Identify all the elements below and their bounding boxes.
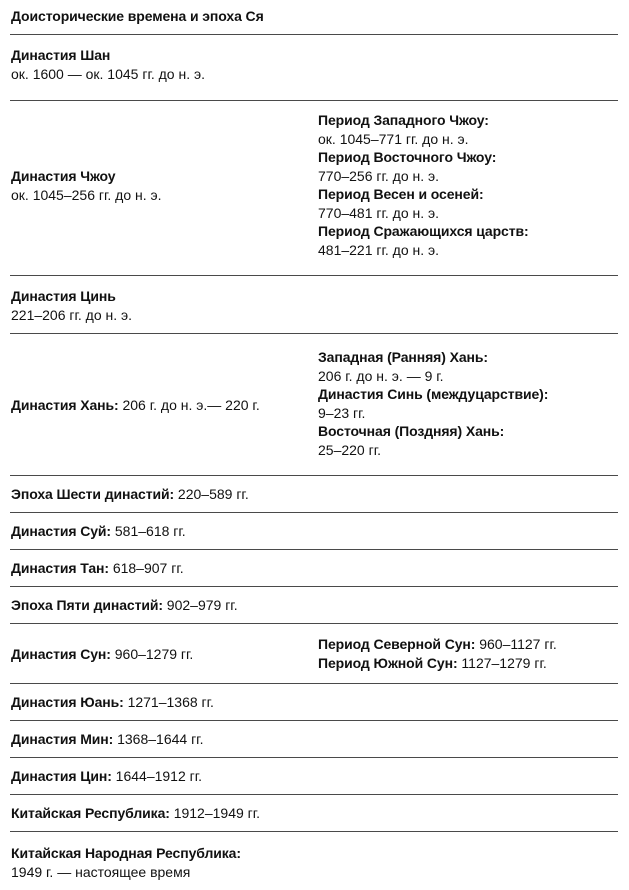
timeline-row-yuan — [10, 683, 618, 720]
period-dates: 25–220 гг. — [318, 441, 381, 458]
timeline-row-five-dynasties — [10, 586, 618, 623]
period-name: Период Западного Чжоу: — [318, 112, 489, 128]
era-dates: 206 г. до н. э.— 220 г. — [118, 397, 260, 413]
timeline-row-sui — [10, 512, 618, 549]
period-name: Период Южной Сун: — [318, 654, 458, 671]
period-name: Восточная (Поздняя) Хань: — [318, 423, 505, 439]
timeline-row-qing — [10, 757, 618, 794]
era-name: Эпоха Пяти династий: — [11, 597, 163, 613]
era-name: Династия Цин: — [11, 768, 112, 784]
period-name: Династия Синь (междуцарствие): — [318, 386, 549, 402]
timeline-row-ming — [10, 720, 618, 757]
period-name: Период Весен и осеней: — [318, 186, 484, 202]
sub-periods-list — [318, 635, 557, 672]
timeline-row-prehistoric — [10, 0, 618, 34]
timeline-row-six-dynasties — [10, 475, 618, 512]
era-name: Династия Хань: — [11, 397, 119, 413]
era-name: Доисторические времена и эпоха Ся — [11, 8, 264, 24]
era-dates: 902–979 гг. — [162, 597, 238, 613]
timeline-row-tang — [10, 549, 618, 586]
timeline-row-peoples-republic — [10, 831, 618, 890]
timeline-row-han — [10, 333, 618, 475]
era-name: Династия Мин: — [11, 731, 114, 747]
era-name: Китайская Народная Республика: — [11, 845, 241, 861]
era-name: Династия Суй: — [11, 523, 111, 539]
era-dates: 221–206 гг. до н. э. — [11, 306, 133, 323]
sub-periods-list — [318, 348, 548, 459]
era-dates: 581–618 гг. — [111, 523, 186, 539]
period-dates: 9–23 гг. — [318, 404, 366, 421]
period-dates: 770–481 гг. до н. э. — [318, 204, 440, 221]
era-name: Династия Цинь — [11, 288, 116, 304]
period-dates: 960–1127 гг. — [475, 636, 557, 652]
timeline-row-song — [10, 623, 618, 683]
period-dates: 770–256 гг. до н. э. — [318, 167, 440, 184]
period-name: Период Северной Сун: — [318, 636, 476, 652]
era-name: Эпоха Шести династий: — [11, 486, 175, 502]
timeline-row-shang — [10, 34, 618, 100]
period-dates: 481–221 гг. до н. э. — [318, 241, 440, 258]
period-dates: ок. 1045–771 гг. до н. э. — [318, 130, 469, 147]
period-name: Западная (Ранняя) Хань: — [318, 349, 488, 365]
era-dates: 1368–1644 гг. — [113, 731, 204, 747]
era-dates: ок. 1045–256 гг. до н. э. — [11, 186, 162, 203]
era-dates: ок. 1600 — ок. 1045 гг. до н. э. — [11, 65, 206, 82]
period-name: Период Восточного Чжоу: — [318, 149, 497, 165]
period-dates: 206 г. до н. э. — 9 г. — [318, 367, 444, 384]
era-name: Династия Тан: — [11, 560, 109, 576]
era-dates: 1912–1949 гг. — [169, 805, 261, 821]
era-name: Династия Юань: — [11, 694, 124, 710]
era-dates: 618–907 гг. — [108, 560, 184, 576]
sub-periods-list — [318, 111, 529, 259]
period-dates: 1127–1279 гг. — [457, 654, 547, 671]
timeline-row-zhou — [10, 100, 618, 275]
era-dates: 1949 г. — настоящее время — [11, 863, 191, 880]
timeline-row-republic-of-china — [10, 794, 618, 831]
era-name: Династия Шан — [11, 47, 111, 63]
timeline-row-qin — [10, 275, 618, 333]
era-dates: 1271–1368 гг. — [123, 694, 214, 710]
period-name: Период Сражающихся царств: — [318, 223, 529, 239]
era-name: Династия Чжоу — [11, 168, 116, 184]
era-dates: 220–589 гг. — [174, 486, 249, 502]
era-name: Династия Сун: — [11, 646, 111, 662]
era-dates: 960–1279 гг. — [110, 646, 194, 662]
era-name: Китайская Республика: — [11, 805, 170, 821]
era-dates: 1644–1912 гг. — [111, 768, 203, 784]
